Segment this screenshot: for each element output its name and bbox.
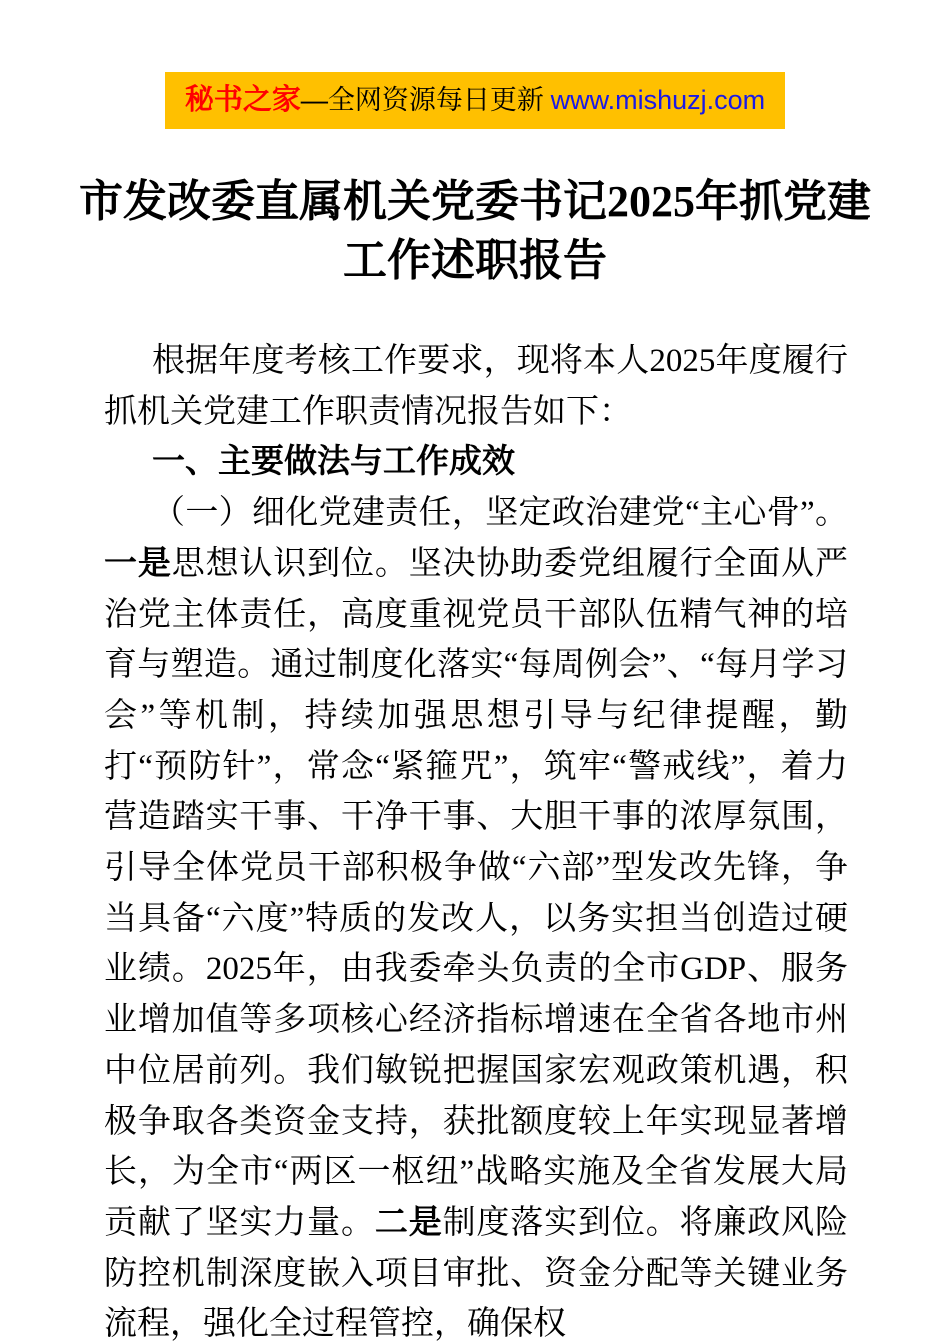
banner-highlight xyxy=(165,72,785,129)
text-run: 思想认识到位。坚决协助委党组履行全面从严治党主体责任，高度重视党员干部队伍精气神的培育与塑造。通过制度化落实“每周例会”、“每月学习会”等机制，持续加强思想引导与纪律提醒，勤打“预防针”，常念“紧箍咒”，筑牢“警戒线”，着力营造踏实干事、干净干事、大胆干事的浓厚氛围，引导全体党员干部积极争做“六部”型发改先锋，争当具备“六度”特质的发改人，以务实担当创造过硬业绩。2025年，由我委牵头负责的全市GDP、服务业增加值等多项核心经济指标增速在全省各地市州中位居前列。我们敏锐把握国家宏观政策机遇，积极争取各类资金支持，获批额度较上年实现显著增长，为全市“两区一枢纽”战略实施及全省发展大局贡献了坚实力量。 xyxy=(104,545,849,1241)
text-run: 制度落实到位。将廉政风险防控机制深度嵌入项目审批、资金分配等关键业务流程，强化全过程管控，确保权 xyxy=(104,1204,849,1343)
site-url-link[interactable]: www.mishuzj.com xyxy=(550,85,766,115)
document-title-line1: 市发改委直属机关党委书记2025年抓党建 xyxy=(79,177,871,226)
document-body xyxy=(104,336,848,1344)
text-run: （一）细化党建责任，坚定政治建党“主心骨”。 xyxy=(152,495,848,532)
banner-tagline: 全网资源每日更新 xyxy=(327,85,544,115)
text-run: 一、主要做法与工作成效 xyxy=(152,444,515,481)
text-run: 一是 xyxy=(104,545,172,582)
site-name: 秘书之家 xyxy=(184,84,301,116)
text-run: 根据年度考核工作要求，现将本人2025年度履行抓机关党建工作职责情况报告如下： xyxy=(104,343,848,430)
banner-dash: — xyxy=(300,85,328,115)
document-title-line2: 工作述职报告 xyxy=(343,236,607,285)
paragraph xyxy=(104,488,848,1344)
banner-space xyxy=(544,85,551,115)
paragraph xyxy=(104,336,848,437)
document-title xyxy=(0,172,950,290)
text-run: 二是 xyxy=(374,1204,443,1241)
paragraph xyxy=(104,437,848,488)
site-banner xyxy=(0,72,950,129)
